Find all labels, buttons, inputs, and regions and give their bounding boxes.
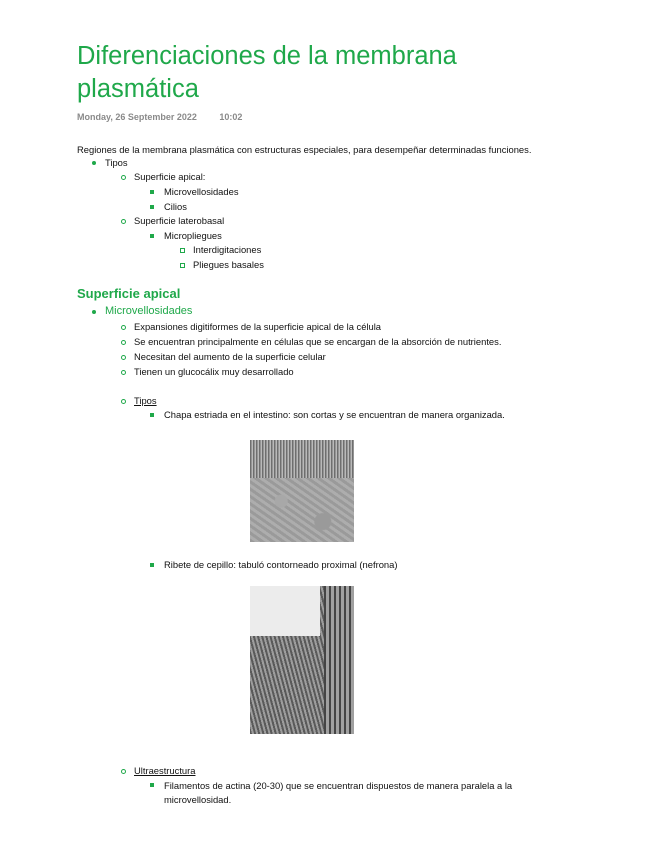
bullet-ring-icon [117, 171, 129, 183]
bullet-ring-icon [117, 765, 129, 777]
chapa-text: Chapa estriada en el intestino: son cortas y se encuentran de manera organizada. [164, 409, 505, 420]
bullet-ring-icon [117, 336, 129, 348]
bullet-square-icon [146, 186, 158, 198]
section-heading: Superficie apical [77, 286, 181, 301]
page-date: Monday, 26 September 2022 [77, 112, 197, 122]
outline-pliegues: Pliegues basales [193, 259, 264, 270]
outline-micropliegues: Micropliegues [164, 230, 222, 241]
bullet-open-square-icon [176, 259, 188, 271]
page-title: Diferenciaciones de la membrana plasmática [77, 42, 457, 103]
outline-laterobasal: Superficie laterobasal [134, 215, 225, 226]
outline-microvellosidades: Microvellosidades [164, 186, 239, 197]
page-meta [77, 112, 242, 122]
point-3: Necesitan del aumento de la superficie celular [134, 351, 326, 362]
outline-interdigitaciones: Interdigitaciones [193, 244, 262, 255]
bullet-ring-icon [117, 215, 129, 227]
tipos-label: Tipos [134, 395, 157, 406]
bullet-square-icon [146, 559, 158, 571]
point-1: Expansiones digitiformes de la superficie apical de la célula [134, 321, 382, 332]
bullet-ring-icon [117, 351, 129, 363]
ribete-text: Ribete de cepillo: tabuló contorneado proximal (nefrona) [164, 559, 398, 570]
outline-tipos: Tipos [105, 157, 128, 168]
bullet-ring-icon [117, 321, 129, 333]
bullet-dot-icon [88, 306, 100, 318]
filamentos-text: Filamentos de actina (20-30) que se encuentran dispuestos de manera paralela a la microvellosidad. [164, 780, 513, 805]
intestine-micrograph-image [250, 440, 354, 542]
nephron-micrograph-image [250, 586, 354, 734]
bullet-dot-icon [88, 157, 100, 169]
outline-cilios: Cilios [164, 201, 187, 212]
point-2: Se encuentran principalmente en células que se encargan de la absorción de nutrientes. [134, 336, 502, 347]
intro-text: Regiones de la membrana plasmática con estructuras especiales, para desempeñar determinadas funciones. [77, 144, 532, 155]
bullet-square-icon [146, 230, 158, 242]
section-subheading: Microvellosidades [105, 305, 193, 317]
outline-apical: Superficie apical: [134, 171, 206, 182]
bullet-square-icon [146, 201, 158, 213]
page-time: 10:02 [219, 112, 243, 122]
bullet-ring-icon [117, 366, 129, 378]
bullet-square-icon [146, 409, 158, 421]
bullet-open-square-icon [176, 244, 188, 256]
ultra-label: Ultraestructura [134, 765, 196, 776]
bullet-square-icon [146, 779, 158, 791]
point-4: Tienen un glucocálix muy desarrollado [134, 366, 294, 377]
bullet-ring-icon [117, 395, 129, 407]
